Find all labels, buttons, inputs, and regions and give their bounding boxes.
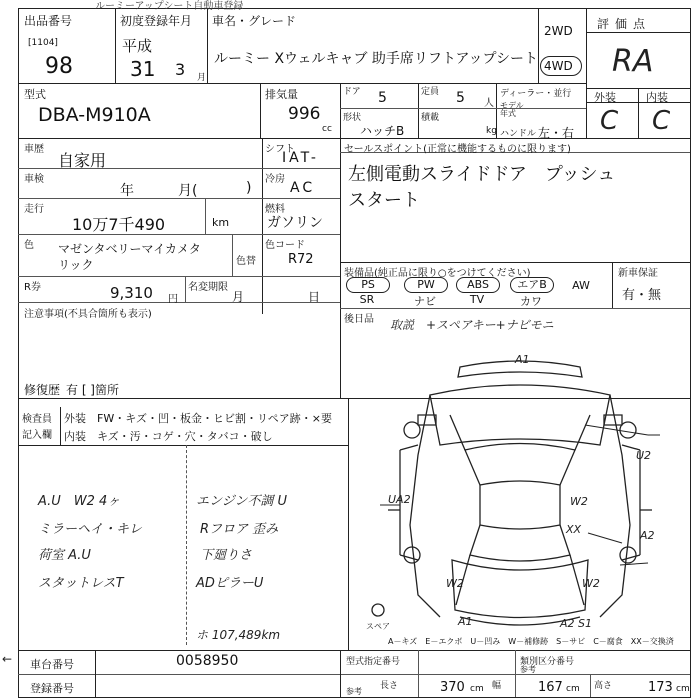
- footer-dash-mark: ←: [2, 652, 13, 666]
- month-unit: 月: [197, 73, 207, 83]
- divider: [205, 198, 206, 234]
- divider: [262, 168, 340, 169]
- recycle-unit: 円: [168, 294, 178, 305]
- chassis-value: 0058950: [176, 653, 239, 669]
- hand-note: Rフロア 歪み: [200, 522, 279, 537]
- ext-label: 外装: [594, 91, 616, 104]
- disp-label: 排気量: [265, 88, 298, 101]
- diagram-mark: XX: [566, 523, 582, 536]
- color-label: 色: [24, 240, 34, 251]
- new-car-label: 新車保証: [618, 268, 658, 279]
- sales-point-line2: スタート: [348, 190, 420, 211]
- equip-ps: PS: [346, 277, 390, 293]
- divider: [586, 32, 690, 33]
- equip-abs: ABS: [456, 277, 500, 293]
- inspector-int-line: 内装 キズ・汚・コゲ・穴・タバコ・破し: [64, 430, 273, 443]
- inspector-label-1: 検査員: [22, 414, 52, 425]
- divider: [340, 138, 341, 398]
- equip-tv: TV: [469, 293, 485, 306]
- lot-label: 出品番号: [24, 14, 73, 28]
- length-value: 370: [440, 680, 465, 695]
- ref-label: 参考: [346, 687, 362, 696]
- handle-label: ハンドル: [500, 129, 537, 139]
- diagram-mark: A1: [458, 615, 473, 628]
- divider: [538, 8, 539, 83]
- cap-unit: 人: [484, 98, 494, 109]
- equip-aw: AW: [572, 279, 590, 292]
- ac-label: 冷房: [265, 174, 285, 185]
- dealer-label: ディーラー・並行: [500, 89, 572, 99]
- equip-leather: カワ: [520, 295, 542, 308]
- color-change-label: 色替: [236, 256, 256, 267]
- door-label: ドア: [343, 87, 361, 97]
- door-value: 5: [378, 90, 387, 106]
- diagram-mark: UA2: [388, 493, 411, 506]
- first-reg-label: 初度登録年月: [120, 14, 193, 28]
- fuel-label: 燃料: [265, 204, 285, 215]
- after-value: 取説 +スペアキー+ナビモニ: [390, 318, 554, 332]
- color-value-2: リック: [58, 258, 94, 272]
- reg-label: 登録番号: [30, 682, 74, 695]
- equip-pw: PW: [404, 277, 448, 293]
- hand-note: スタットレスT: [38, 576, 124, 591]
- divider: [586, 8, 587, 138]
- shift-value: IAT-: [282, 150, 319, 166]
- divider: [185, 276, 186, 302]
- hand-note: エンジン不調 U: [196, 494, 287, 509]
- diagram-mark: W2: [570, 495, 588, 508]
- divider: [186, 445, 187, 645]
- lot-number: 98: [45, 54, 73, 79]
- width-label: 幅: [492, 681, 502, 691]
- model-value: DBA-M910A: [38, 104, 151, 126]
- drive-4wd: 4WD: [544, 59, 573, 73]
- equip-airbag: エアB: [510, 277, 554, 293]
- name-change-label: 名変期限: [188, 282, 228, 293]
- name-label: 車名・グレード: [212, 14, 297, 28]
- diagram-legend: A－キズ E－エクボ U－凹み W－補修跡 S－サビ C－腐食 XX－交換済: [388, 637, 674, 646]
- load-unit: kg: [486, 126, 497, 136]
- divider: [262, 138, 263, 314]
- sales-point-line1: 左側電動スライドドア プッシュ: [348, 164, 616, 185]
- repair-value: 有 [ ]箇所: [66, 383, 119, 397]
- equip-label: 装備品(純正品に限り○をつけてください): [344, 268, 531, 279]
- eval-value: RA: [612, 44, 654, 79]
- damage-diagram: [360, 355, 680, 645]
- divider: [18, 276, 340, 277]
- recycle-label: R券: [24, 282, 41, 293]
- divider: [340, 262, 690, 263]
- hand-note: ADピラーU: [196, 576, 264, 591]
- disp-value: 996: [288, 104, 321, 124]
- ac-value: AC: [290, 180, 316, 196]
- int-label: 内装: [646, 91, 668, 104]
- hand-note: ミラーヘイ・キレ: [38, 522, 142, 537]
- shift-label: シフト: [265, 144, 295, 155]
- divider: [60, 407, 61, 445]
- inspector-ext-line: 外装 FW・キズ・凹・板金・ヒビ割・リペア跡・×要: [64, 412, 332, 425]
- notes-label: 注意事項(不具合箇所も表示): [24, 309, 152, 320]
- height-label: 高さ: [594, 681, 613, 691]
- cap-label: 定員: [421, 87, 440, 97]
- usage-value: 自家用: [58, 151, 107, 170]
- divider: [340, 83, 341, 138]
- divider: [18, 697, 690, 698]
- divider: [18, 445, 348, 446]
- ext-value: C: [600, 106, 619, 136]
- divider: [418, 650, 419, 697]
- diagram-mark: U2: [636, 449, 652, 462]
- sales-point-label: セールスポイント(正常に機能するものに限ります): [344, 144, 571, 155]
- category-label: 類別区分番号: [520, 657, 575, 667]
- color-code-value: R72: [288, 252, 314, 267]
- shaken-label: 車検: [24, 174, 44, 185]
- after-label: 後日品: [344, 314, 374, 325]
- divider: [18, 83, 586, 84]
- vehicle-name: ルーミー Xウェルキャブ 助手席リフトアップシート: [214, 51, 538, 67]
- shaken-month: 月(: [178, 183, 198, 199]
- divider: [18, 138, 690, 139]
- diagram-mark: W2: [582, 577, 600, 590]
- length-label: 長さ: [380, 681, 399, 691]
- mileage-label: 走行: [24, 204, 44, 215]
- mileage-unit: km: [212, 216, 230, 229]
- hand-note: 下廻りさ: [200, 548, 253, 563]
- height-unit: cm: [676, 684, 690, 694]
- month: 3: [175, 60, 186, 79]
- divider: [340, 108, 586, 109]
- hand-note: A.U W2 4ヶ: [38, 494, 121, 509]
- divider: [515, 650, 516, 697]
- divider: [340, 650, 341, 697]
- hood: [430, 385, 610, 445]
- ref-label: 参考: [520, 665, 536, 674]
- int-value: C: [652, 106, 671, 136]
- eval-label: 評価点: [597, 17, 652, 31]
- divider: [590, 674, 591, 697]
- cap-value: 5: [456, 90, 465, 106]
- divider: [18, 168, 262, 169]
- color-value-1: マゼンタベリーマイカメタ: [58, 242, 201, 256]
- divider: [612, 262, 613, 308]
- new-car-value: 有・無: [622, 288, 662, 303]
- divider: [418, 83, 419, 138]
- handle-value: 左・右: [538, 126, 575, 140]
- shaken-close: ): [246, 180, 252, 196]
- hand-note: ホ 107,489km: [196, 628, 281, 642]
- divider: [18, 302, 340, 303]
- recycle-value: 9,310: [110, 284, 153, 302]
- divider: [638, 88, 639, 138]
- equip-sr: SR: [359, 293, 375, 306]
- diagram-mark: A1: [515, 355, 530, 366]
- diagram-mark: A2 S1: [560, 617, 593, 630]
- model-year-label: モデル年式: [500, 101, 524, 118]
- diagram-mark: スペア: [366, 622, 390, 631]
- type-cert-label: 型式指定番号: [346, 657, 401, 667]
- hand-note: 荷室 A.U: [38, 548, 91, 563]
- shape-label: 形状: [343, 113, 362, 123]
- fuel-value: ガソリン: [267, 215, 323, 231]
- divider: [348, 398, 349, 650]
- width-unit: cm: [566, 684, 580, 694]
- name-change-day: 日: [308, 290, 321, 304]
- frame-right: [690, 8, 691, 698]
- drive-2wd: 2WD: [544, 24, 573, 38]
- usage-label: 車歴: [24, 144, 44, 155]
- divider: [260, 83, 261, 138]
- divider: [18, 234, 340, 235]
- chassis-label: 車台番号: [30, 658, 74, 671]
- divider: [18, 650, 690, 651]
- lot-sub: [1104]: [28, 38, 58, 48]
- shaken-year: 年: [120, 183, 134, 199]
- divider: [95, 650, 96, 697]
- era: 平成: [122, 37, 153, 55]
- diagram-mark: A2: [640, 529, 655, 542]
- name-change-month: 月: [232, 290, 245, 304]
- divider: [115, 8, 116, 83]
- inspector-label-2: 記入欄: [22, 430, 52, 441]
- divider: [207, 8, 208, 83]
- mileage-value: 10万7千490: [72, 215, 166, 234]
- divider: [232, 234, 233, 276]
- repair-label: 修復歴: [24, 383, 61, 397]
- diagram-mark: W2: [446, 577, 464, 590]
- height-value: 173: [648, 680, 673, 695]
- frame-left: [18, 8, 19, 698]
- shape-value: ハッチB: [360, 124, 405, 138]
- model-label: 型式: [24, 88, 46, 101]
- equip-navi: ナビ: [414, 295, 436, 308]
- disp-unit: cc: [322, 124, 332, 134]
- cut-top-text: ルーミーアップシート自動車登録: [95, 1, 244, 12]
- color-code-label: 色コード: [265, 240, 305, 251]
- year: 31: [130, 57, 156, 81]
- load-label: 積載: [421, 113, 440, 123]
- length-unit: cm: [470, 684, 484, 694]
- width-value: 167: [538, 680, 563, 695]
